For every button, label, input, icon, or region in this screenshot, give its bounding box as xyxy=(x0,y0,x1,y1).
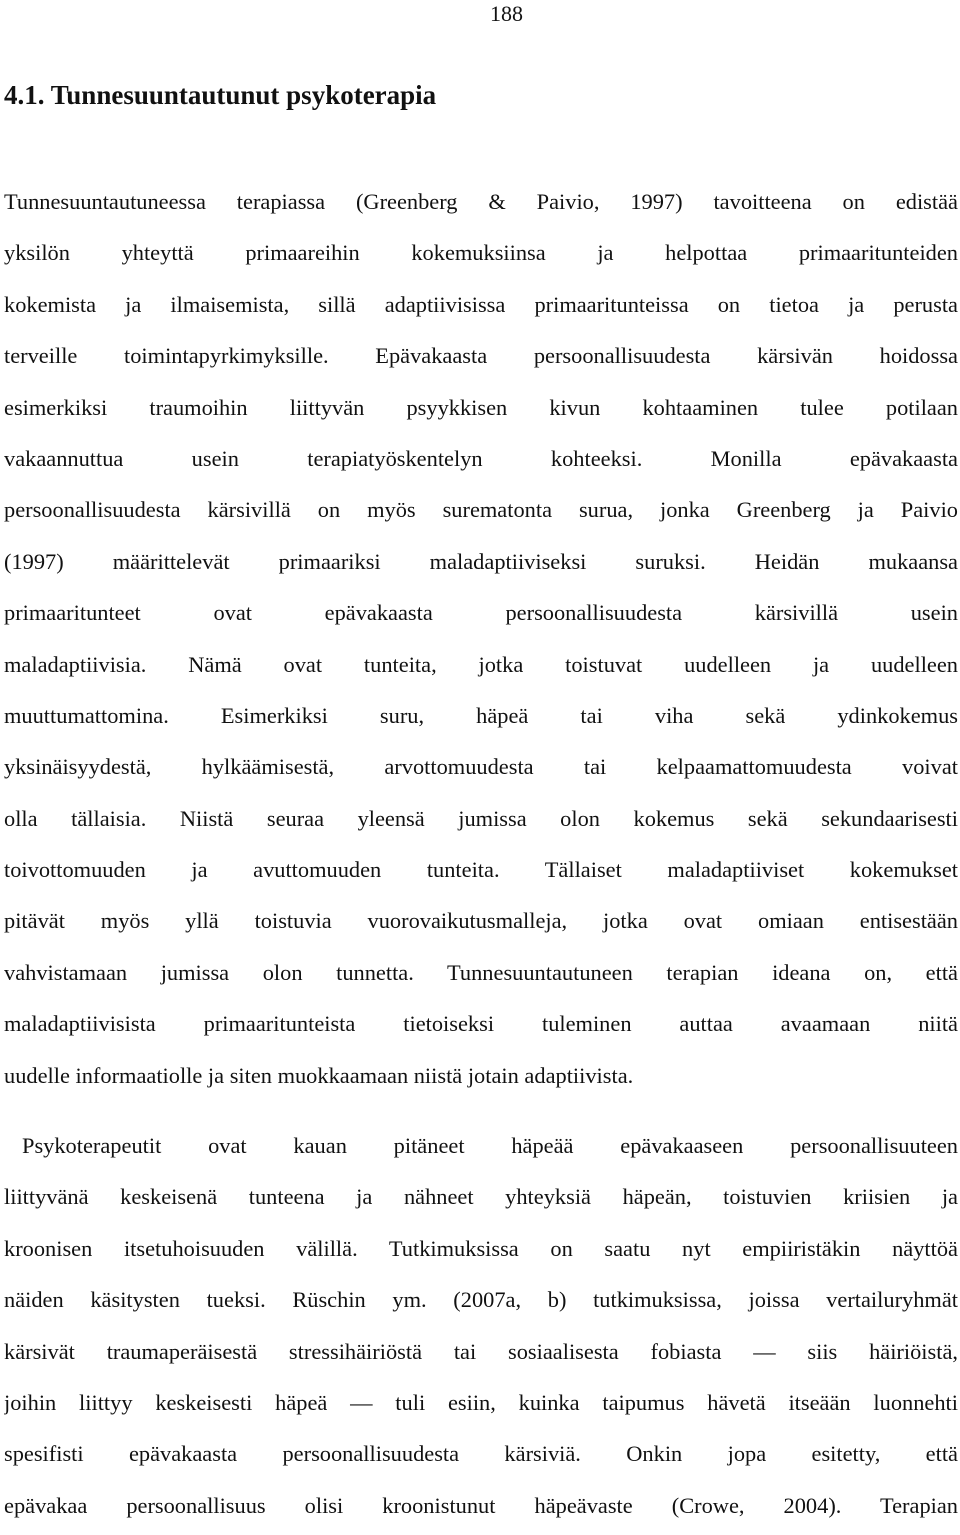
text-line: epävakaa persoonallisuus olisi kroonistunut häpeävaste (Crowe, 2004). Terapian xyxy=(4,1492,958,1518)
text-line: kärsivät traumaperäisestä stressihäiriöstä tai sosiaalisesta fobiasta — siis häiriöistä, xyxy=(4,1338,958,1364)
text-line: toivottomuuden ja avuttomuuden tunteita. Tällaiset maladaptiiviset kokemukset xyxy=(4,857,958,883)
text-line: (1997) määrittelevät primaariksi maladaptiiviseksi suruksi. Heidän mukaansa xyxy=(4,548,958,574)
text-line: olla tällaisia. Niistä seuraa yleensä jumissa olon kokemus sekä sekundaarisesti xyxy=(4,805,958,831)
text-line: joihin liittyy keskeisesti häpeä — tuli esiin, kuinka taipumus hävetä itseään luonnehti xyxy=(4,1389,958,1415)
text-line: Tunnesuuntautuneessa terapiassa (Greenberg & Paivio, 1997) tavoitteena on edistää xyxy=(4,189,958,214)
text-line: muuttumattomina. Esimerkiksi suru, häpeä tai viha sekä ydinkokemus xyxy=(4,702,958,728)
text-line: pitävät myös yllä toistuvia vuorovaikutusmalleja, jotka ovat omiaan entisestään xyxy=(4,908,958,934)
text-line: persoonallisuudesta kärsivillä on myös surematonta surua, jonka Greenberg ja Paivio xyxy=(4,497,958,523)
section-heading: 4.1. Tunnesuuntautunut psykoterapia xyxy=(4,80,437,110)
paragraph-2 xyxy=(4,1124,958,1535)
text-line: yksilön yhteyttä primaareihin kokemuksiinsa ja helpottaa primaaritunteiden xyxy=(4,240,958,266)
text-line: primaaritunteet ovat epävakaasta persoonallisuudesta kärsivillä usein xyxy=(4,600,958,626)
text-line: vahvistamaan jumissa olon tunnetta. Tunnesuuntautuneen terapian ideana on, että xyxy=(4,959,958,985)
text-line: maladaptiivisia. Nämä ovat tunteita, jotka toistuvat uudelleen ja uudelleen xyxy=(4,651,958,677)
text-line: yksinäisyydestä, hylkäämisestä, arvottomuudesta tai kelpaamattomuudesta voivat xyxy=(4,754,958,780)
paragraph-1 xyxy=(4,180,958,1105)
text-line: vakaannuttua usein terapiatyöskentelyn kohteeksi. Monilla epävakaasta xyxy=(4,445,958,471)
text-line: Psykoterapeutit ovat kauan pitäneet häpeää epävakaaseen persoonallisuuteen xyxy=(22,1133,958,1158)
text-line: uudelle informaatiolle ja siten muokkaamaan niistä jotain adaptiivista. xyxy=(4,1062,634,1088)
text-line: terveille toimintapyrkimyksille. Epävakaasta persoonallisuudesta kärsivän hoidossa xyxy=(4,343,958,369)
text-line: kroonisen itsetuhoisuuden välillä. Tutkimuksissa on saatu nyt empiiristäkin näyttöä xyxy=(4,1235,958,1261)
text-line: maladaptiivisista primaaritunteista tietoiseksi tuleminen auttaa avaamaan niitä xyxy=(4,1011,958,1037)
text-line: liittyvänä keskeisenä tunteena ja nähneet yhteyksiä häpeän, toistuvien kriisien ja xyxy=(4,1184,958,1210)
text-line: kokemista ja ilmaisemista, sillä adaptiivisissa primaaritunteissa on tietoa ja perusta xyxy=(4,291,958,317)
text-line: esimerkiksi traumoihin liittyvän psyykkisen kivun kohtaaminen tulee potilaan xyxy=(4,394,958,420)
page-number: 188 xyxy=(490,1,523,26)
text-line: spesifisti epävakaasta persoonallisuudesta kärsiviä. Onkin jopa esitetty, että xyxy=(4,1441,958,1467)
text-line: näiden käsitysten tueksi. Rüschin ym. (2007a, b) tutkimuksissa, joissa vertailuryhmät xyxy=(4,1287,958,1313)
